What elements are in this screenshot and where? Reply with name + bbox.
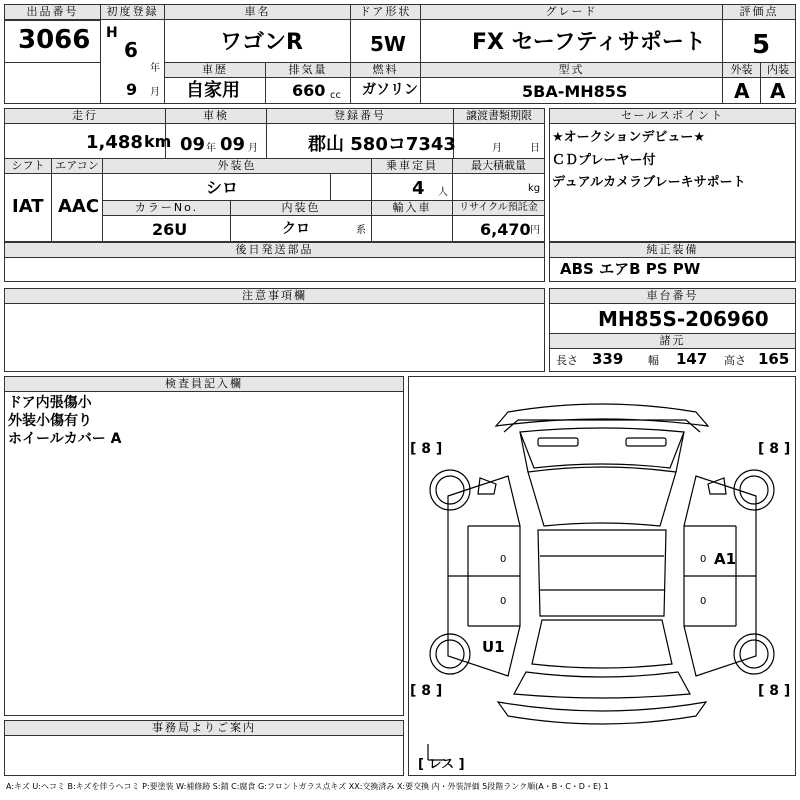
displacement: 660 (292, 81, 326, 100)
ext-color-label: 外装色 (103, 159, 371, 174)
transfer-day-unit: 日 (530, 143, 540, 154)
capacity: 4 (412, 178, 425, 199)
model-label: 型式 (421, 63, 722, 78)
first-reg-era: H (106, 25, 118, 41)
svg-text:0: 0 (500, 554, 507, 565)
first-reg-month-unit: 月 (150, 87, 160, 98)
grade: FX セーフティサポート (472, 30, 706, 55)
mileage-label: 走行 (5, 109, 165, 124)
first-reg-label: 初度登録 (101, 5, 164, 20)
inspector-line: ドア内張傷小 (8, 395, 92, 411)
later-parts-label: 後日発送部品 (5, 243, 544, 258)
inspector-line: ホイールカバー A (8, 431, 122, 447)
ext-grade-label: 外装 (723, 63, 760, 78)
inspection-year: 09 (180, 134, 206, 155)
import-label: 輸入車 (372, 201, 452, 216)
int-grade-label: 内装 (761, 63, 795, 78)
inspection-month-unit: 月 (248, 143, 258, 154)
int-color: クロ (282, 221, 310, 237)
first-reg-year-unit: 年 (150, 63, 160, 74)
sales-points-label: セールスポイント (550, 109, 795, 124)
first-reg-year: 6 (124, 38, 138, 62)
registration-number: 郡山 580コ7343 (308, 134, 456, 155)
sales-point-line: デュアルカメラブレーキサポート (552, 175, 746, 190)
damage-mark-u1: U1 (482, 638, 505, 656)
int-color-suffix: 系 (356, 225, 366, 236)
score-label: 評価点 (723, 5, 795, 20)
max-load-label: 最大積載量 (453, 159, 544, 174)
chassis-label: 車台番号 (550, 289, 795, 304)
svg-text:0: 0 (500, 596, 507, 607)
office-label: 事務局よりご案内 (5, 721, 403, 736)
recycle-fee: 6,470 (480, 220, 531, 239)
length-label: 長さ (556, 354, 578, 367)
width-label: 幅 (648, 354, 659, 367)
sales-point-line: ★オークションデビュー★ (552, 130, 706, 145)
aircon-label: エアコン (52, 159, 102, 174)
ext-grade: A (734, 79, 750, 103)
shift-label: シフト (5, 159, 51, 174)
door-type: 5W (370, 32, 406, 56)
inspector-label: 検査員記入欄 (5, 377, 403, 392)
tire-fr-depth: [ 8 ] (758, 441, 791, 457)
displacement-unit: cc (330, 90, 341, 101)
inspection-label: 車検 (166, 109, 266, 124)
fuel-label: 燃料 (351, 63, 420, 78)
inspection-year-unit: 年 (206, 143, 216, 154)
car-name: ワゴンR (220, 30, 303, 55)
damage-mark-a1: A1 (714, 550, 737, 568)
grade-label: グレード (421, 5, 722, 20)
specs-label: 諸元 (550, 334, 795, 349)
vehicle-info-block (4, 108, 545, 242)
height-label: 高さ (724, 354, 746, 367)
tire-rr-depth: [ 8 ] (758, 683, 791, 699)
displacement-label: 排気量 (266, 63, 350, 78)
history-label: 車歴 (165, 63, 265, 78)
door-label: ドア形状 (351, 5, 420, 20)
width-value: 147 (676, 350, 708, 368)
mileage-unit: km (144, 132, 172, 151)
shift: IAT (12, 196, 44, 217)
svg-text:0: 0 (700, 554, 707, 565)
int-grade: A (770, 79, 786, 103)
aircon: AAC (58, 196, 100, 217)
car-diagram (408, 376, 796, 776)
int-color-label: 内装色 (231, 201, 371, 216)
legend: A:キズ U:ヘコミ B:キズを伴うヘコミ P:要塗装 W:補修跡 S:錆 C:腐食 G:フロントガラス点キズ XX:交換済み X:要交換 内・外装評価 5段階ランク順(A・B・C・D・E) 1 (6, 782, 609, 791)
sales-point-line: ＣＤプレーヤー付 (552, 153, 656, 168)
lot-label: 出品番号 (5, 5, 100, 20)
recycle-unit: 円 (530, 225, 540, 236)
spare-tire: [ レス ] (418, 757, 465, 772)
ext-color: シロ (206, 178, 239, 197)
length-value: 339 (592, 350, 624, 368)
equipment: ABS エアB PS PW (560, 260, 701, 278)
max-load-unit: kg (528, 183, 541, 194)
lot-number: 3066 (18, 25, 91, 55)
tire-fl-depth: [ 8 ] (410, 441, 443, 457)
equipment-label: 純正装備 (550, 243, 795, 258)
tire-rl-depth: [ 8 ] (410, 683, 443, 699)
registration-label: 登録番号 (267, 109, 453, 124)
inspection-month: 09 (220, 134, 246, 155)
capacity-unit: 人 (438, 187, 448, 198)
color-no-label: カラーNo. (103, 201, 230, 216)
fuel: ガソリン (362, 82, 418, 98)
transfer-label: 譲渡書類期限 (454, 109, 544, 124)
first-reg-month: 9 (126, 80, 138, 99)
mileage: 1,488 (86, 132, 143, 153)
inspector-line: 外装小傷有り (8, 413, 92, 429)
color-no: 26U (152, 220, 188, 239)
capacity-label: 乗車定員 (372, 159, 452, 174)
recycle-label: リサイクル預託金 (453, 201, 544, 216)
car-name-label: 車名 (165, 5, 350, 20)
model: 5BA-MH85S (522, 82, 628, 101)
chassis-number: MH85S-206960 (598, 307, 769, 331)
svg-text:0: 0 (700, 596, 707, 607)
height-value: 165 (758, 350, 790, 368)
history: 自家用 (186, 80, 240, 101)
notes-label: 注意事項欄 (5, 289, 544, 304)
transfer-month-unit: 月 (492, 143, 502, 154)
score: 5 (752, 30, 771, 60)
